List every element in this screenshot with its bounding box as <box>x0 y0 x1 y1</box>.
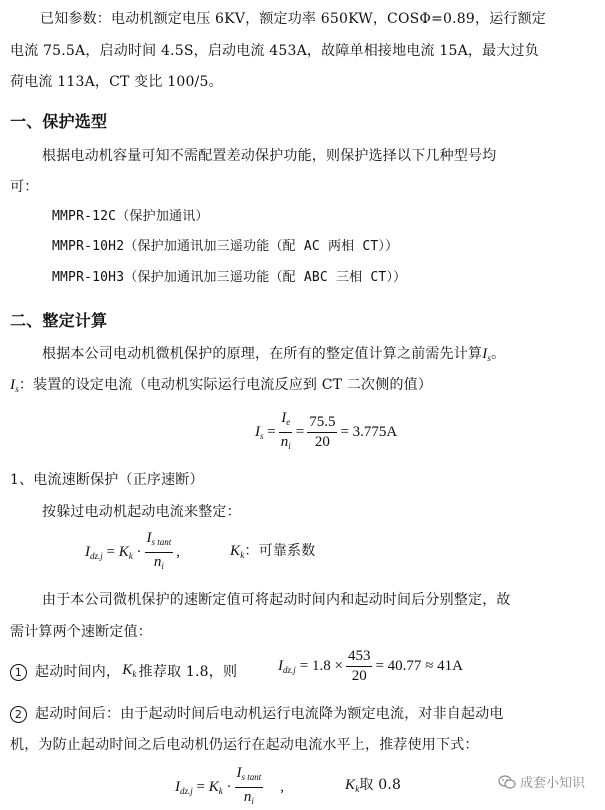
item-1: 1 起动时间内， $K_k$ 推荐取 1.8，则 <box>10 660 237 684</box>
params-line-3: 荷电流 113A，CT 变比 100/5。 <box>10 74 223 90</box>
equation-idz-1: $I_{dz.j} = K_k$ · $\frac{I_{s tant}}{n_i}$ , <box>85 530 181 571</box>
kk-take: $K_k$取 0.8 <box>345 777 402 794</box>
watermark <box>498 772 585 791</box>
watermark-text: 成套小知识 <box>519 776 585 791</box>
params-line-2: 电流 75.5A，启动时间 4.5S，启动电流 453A，故障单相接地电流 15A，最大过负 <box>10 43 539 59</box>
section-2-intro: 根据本公司电动机微机保护的原理，在所有的整定值计算之前需先计算$I_s$。 <box>42 346 506 363</box>
wechat-icon <box>498 775 516 789</box>
equation-idz-item-1: $I_{dz.j}$ = 1.8 × $\frac{453}{20}$ = 40.77 ≈ 41A <box>278 648 463 684</box>
section-1-intro-1: 根据电动机容量可知不需配置差动保护功能，则保护选择以下几种型号均 <box>42 148 497 164</box>
subsection-1-title: 1、电流速断保护（正序速断） <box>10 472 204 488</box>
is-definition <box>10 375 432 399</box>
kk-description-text: ：可靠系数 <box>244 543 316 559</box>
eq-item1-numerator: 453 <box>346 648 373 667</box>
item-2 <box>10 704 504 724</box>
model-item-2: MMPR-10H2（保护加通讯加三遥功能（配 AC 两相 CT）） <box>52 239 399 254</box>
is-symbol-def: $I_s$ <box>10 377 19 394</box>
is-definition-text: ：装置的设定电流（电动机实际运行电流反应到 CT 二次侧的值） <box>18 377 433 393</box>
eq-is-result: = 3.775A <box>340 424 398 440</box>
equation-is: $I_s$ = $\frac{I_e}{n_i}$ = $\frac{75.5}{20}$ = 3.775A <box>255 410 398 451</box>
eq-item1-denominator: 20 <box>351 668 367 684</box>
model-item-3: MMPR-10H3（保护加通讯加三遥功能（配 ABC 三相 CT）） <box>52 270 407 285</box>
circled-number-1: 1 <box>10 664 27 681</box>
model-item-1: MMPR-12C（保护加通讯） <box>52 209 209 224</box>
paragraph-line-1: 由于本公司微机保护的速断定值可将起动时间内和起动时间后分别整定，故 <box>42 592 511 608</box>
subsection-1-text: 按躲过电动机起动电流来整定： <box>42 504 241 520</box>
paragraph-line-2: 需计算两个速断定值： <box>10 624 152 640</box>
is-symbol: $I_s$ <box>482 346 492 363</box>
item-1-mid: 推荐取 1.8，则 <box>138 664 238 680</box>
section-1-intro-2: 可： <box>10 179 39 195</box>
item-2-line-2: 机，为防止起动时间之后电动机仍运行在起动电流水平上，推荐使用下式： <box>10 737 479 753</box>
kk-description: $K_k$：可靠系数 <box>230 543 316 560</box>
item-1-text: 起动时间内， <box>35 664 121 680</box>
circled-number-2: 2 <box>10 706 27 723</box>
item-2-line-1: 起动时间后：由于起动时间后电动机运行电流降为额定电流，对非自起动电 <box>35 706 504 722</box>
params-line-1: 已知参数：电动机额定电压 6KV，额定功率 650KW，COSΦ=0.89，运行额定 <box>40 11 547 27</box>
eq-is-numerator: 75.5 <box>307 414 337 433</box>
section-1-heading: 一、保护选型 <box>10 112 108 131</box>
section-2-heading: 二、整定计算 <box>10 311 108 330</box>
eq-item1-result: = 40.77 ≈ 41A <box>375 658 463 674</box>
equation-idz-2: $I_{dz.j} = K_k$ · $\frac{I_{s tant}}{n_i}$ , <box>175 765 285 806</box>
kk-take-text: 取 0.8 <box>359 777 402 793</box>
section-2-intro-text: 根据本公司电动机微机保护的原理，在所有的整定值计算之前需先计算 <box>42 346 483 362</box>
eq-item1-coef: = 1.8 × <box>299 658 343 674</box>
eq-is-denominator: 20 <box>314 434 330 450</box>
